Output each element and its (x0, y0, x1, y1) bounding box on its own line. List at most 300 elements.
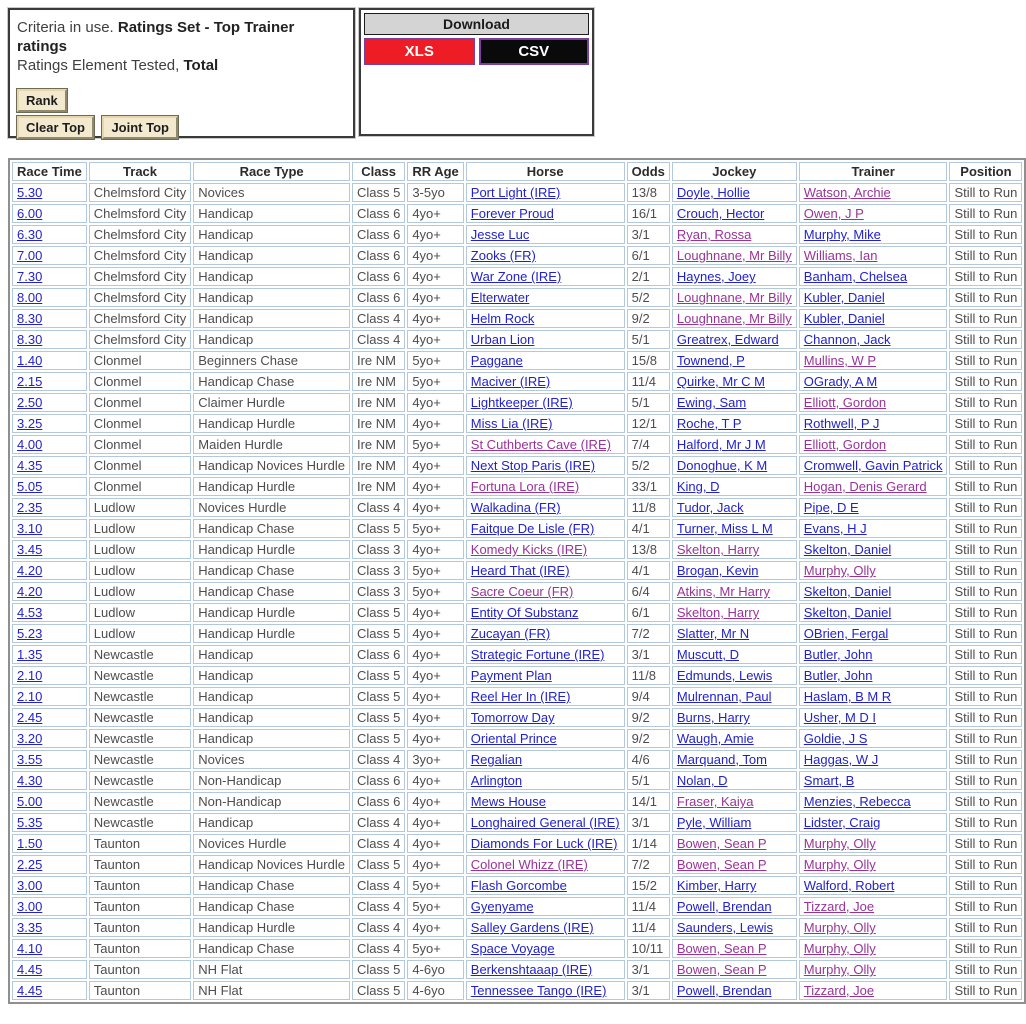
table-row (12, 456, 1022, 475)
table-row (12, 813, 1022, 832)
race-time-cell (12, 519, 87, 538)
track-cell: Chelmsford City (89, 183, 191, 202)
trainer-link[interactable]: Murphy, Olly (803, 920, 876, 935)
position-cell: Still to Run (949, 855, 1022, 874)
jockey-cell (672, 204, 797, 223)
position-cell: Still to Run (949, 498, 1022, 517)
race-type-cell: Handicap (193, 687, 350, 706)
horse-link[interactable]: Jesse Luc (470, 227, 530, 242)
trainer-link[interactable]: Cromwell, Gavin Patrick (803, 458, 943, 473)
horse-link[interactable]: Gyenyame (470, 899, 534, 914)
jockey-link[interactable]: Brogan, Kevin (676, 563, 759, 578)
horse-cell (466, 435, 625, 454)
race-time-cell (12, 351, 87, 370)
jockey-link[interactable]: Townend, P (676, 353, 745, 368)
jockey-link[interactable]: Loughnane, Mr Billy (676, 290, 792, 305)
jockey-link[interactable]: Mulrennan, Paul (676, 689, 772, 704)
trainer-cell (799, 246, 948, 265)
race-time-cell (12, 666, 87, 685)
horse-link[interactable]: Longhaired General (IRE) (470, 815, 620, 830)
horse-cell (466, 456, 625, 475)
position-cell: Still to Run (949, 687, 1022, 706)
race-time-link[interactable]: 2.45 (17, 710, 43, 725)
jockey-link[interactable]: King, D (676, 479, 720, 494)
table-row (12, 477, 1022, 496)
horse-cell (466, 477, 625, 496)
horse-link[interactable]: Salley Gardens (IRE) (470, 920, 594, 935)
position-cell: Still to Run (949, 897, 1022, 916)
race-time-link[interactable]: 5.23 (17, 626, 43, 641)
horse-link[interactable]: Paggane (470, 353, 523, 368)
trainer-cell (799, 288, 948, 307)
position-cell: Still to Run (949, 393, 1022, 412)
horse-cell (466, 603, 625, 622)
table-row (12, 582, 1022, 601)
jockey-link[interactable]: Nolan, D (676, 773, 728, 788)
horse-cell (466, 519, 625, 538)
race-time-link[interactable]: 5.05 (17, 479, 43, 494)
jockey-cell (672, 666, 797, 685)
trainer-link[interactable]: Walford, Robert (803, 878, 895, 893)
race-time-link[interactable]: 2.50 (17, 395, 43, 410)
track-cell: Taunton (89, 897, 191, 916)
jockey-link[interactable]: Bowen, Sean P (676, 857, 767, 872)
horse-link[interactable]: Urban Lion (470, 332, 535, 347)
joint-top-button[interactable]: Joint Top (102, 116, 178, 139)
trainer-link[interactable]: Murphy, Olly (803, 857, 876, 872)
race-time-cell (12, 435, 87, 454)
trainer-link[interactable]: Smart, B (803, 773, 855, 788)
download-buttons-row (364, 38, 589, 65)
jockey-cell (672, 960, 797, 979)
horse-link[interactable]: Walkadina (FR) (470, 500, 561, 515)
trainer-link[interactable]: Usher, M D I (803, 710, 877, 725)
race-time-link[interactable]: 7.00 (17, 248, 43, 263)
trainer-link[interactable]: Owen, J P (803, 206, 864, 221)
race-time-link[interactable]: 4.00 (17, 437, 43, 452)
trainer-link[interactable]: Channon, Jack (803, 332, 891, 347)
odds-cell: 9/2 (627, 708, 670, 727)
jockey-link[interactable]: Halford, Mr J M (676, 437, 766, 452)
jockey-link[interactable]: Slatter, Mr N (676, 626, 750, 641)
jockey-link[interactable]: Burns, Harry (676, 710, 750, 725)
trainer-cell (799, 813, 948, 832)
trainer-link[interactable]: OBrien, Fergal (803, 626, 889, 641)
race-time-link[interactable]: 3.35 (17, 920, 43, 935)
column-header-race-type: Race Type (193, 162, 350, 181)
horse-link[interactable]: Berkenshtaaap (IRE) (470, 962, 593, 977)
position-cell: Still to Run (949, 561, 1022, 580)
horse-link[interactable]: Colonel Whizz (IRE) (470, 857, 588, 872)
track-cell: Clonmel (89, 435, 191, 454)
trainer-link[interactable]: Kubler, Daniel (803, 311, 885, 326)
jockey-link[interactable]: Quirke, Mr C M (676, 374, 765, 389)
race-time-link[interactable]: 4.53 (17, 605, 43, 620)
race-time-link[interactable]: 5.30 (17, 185, 43, 200)
odds-cell: 7/2 (627, 855, 670, 874)
trainer-link[interactable]: Murphy, Olly (803, 962, 876, 977)
trainer-link[interactable]: Murphy, Olly (803, 941, 876, 956)
odds-cell: 13/8 (627, 540, 670, 559)
race-time-link[interactable]: 6.00 (17, 206, 43, 221)
position-cell: Still to Run (949, 582, 1022, 601)
horse-link[interactable]: Tennessee Tango (IRE) (470, 983, 607, 998)
race-time-link[interactable]: 3.00 (17, 899, 43, 914)
odds-cell: 6/1 (627, 246, 670, 265)
rr-age-cell: 4yo+ (407, 666, 463, 685)
trainer-link[interactable]: Butler, John (803, 668, 873, 683)
odds-cell: 7/4 (627, 435, 670, 454)
table-row (12, 750, 1022, 769)
horse-link[interactable]: Maciver (IRE) (470, 374, 551, 389)
odds-cell: 15/2 (627, 876, 670, 895)
horse-cell (466, 771, 625, 790)
jockey-cell (672, 288, 797, 307)
jockey-link[interactable]: Skelton, Harry (676, 542, 760, 557)
race-type-cell: Non-Handicap (193, 792, 350, 811)
class-cell: Ire NM (352, 456, 405, 475)
table-row (12, 624, 1022, 643)
horse-link[interactable]: Zucayan (FR) (470, 626, 551, 641)
race-type-cell: Handicap Hurdle (193, 477, 350, 496)
horse-cell (466, 393, 625, 412)
trainer-link[interactable]: Tizzard, Joe (803, 983, 875, 998)
track-cell: Ludlow (89, 582, 191, 601)
trainer-cell (799, 792, 948, 811)
trainer-cell (799, 960, 948, 979)
trainer-link[interactable]: Murphy, Olly (803, 563, 876, 578)
jockey-link[interactable]: Loughnane, Mr Billy (676, 311, 792, 326)
trainer-link[interactable]: Evans, H J (803, 521, 867, 536)
horse-link[interactable]: Elterwater (470, 290, 530, 305)
odds-cell: 6/1 (627, 603, 670, 622)
race-time-cell (12, 855, 87, 874)
rank-button[interactable]: Rank (17, 89, 67, 112)
race-time-link[interactable]: 3.55 (17, 752, 43, 767)
trainer-link[interactable]: Skelton, Daniel (803, 605, 892, 620)
trainer-link[interactable]: Tizzard, Joe (803, 899, 875, 914)
class-cell: Class 4 (352, 939, 405, 958)
trainer-link[interactable]: OGrady, A M (803, 374, 878, 389)
jockey-link[interactable]: Ewing, Sam (676, 395, 747, 410)
trainer-link[interactable]: Elliott, Gordon (803, 395, 887, 410)
horse-link[interactable]: Arlington (470, 773, 523, 788)
race-time-link[interactable]: 3.25 (17, 416, 43, 431)
jockey-link[interactable]: Waugh, Amie (676, 731, 754, 746)
horse-link[interactable]: Oriental Prince (470, 731, 557, 746)
rr-age-cell: 4yo+ (407, 624, 463, 643)
race-time-link[interactable]: 3.20 (17, 731, 43, 746)
horse-link[interactable]: Mews House (470, 794, 546, 809)
race-time-link[interactable]: 6.30 (17, 227, 43, 242)
track-cell: Newcastle (89, 666, 191, 685)
race-time-link[interactable]: 2.10 (17, 689, 43, 704)
race-time-link[interactable]: 4.30 (17, 773, 43, 788)
horse-cell (466, 351, 625, 370)
jockey-cell (672, 729, 797, 748)
trainer-link[interactable]: Haggas, W J (803, 752, 879, 767)
track-cell: Newcastle (89, 792, 191, 811)
table-row (12, 351, 1022, 370)
horse-link[interactable]: Port Light (IRE) (470, 185, 561, 200)
horse-link[interactable]: Strategic Fortune (IRE) (470, 647, 605, 662)
race-type-cell: Handicap (193, 267, 350, 286)
horse-cell (466, 414, 625, 433)
race-time-link[interactable]: 4.45 (17, 962, 43, 977)
table-row (12, 540, 1022, 559)
trainer-link[interactable]: Menzies, Rebecca (803, 794, 911, 809)
column-header-rr-age: RR Age (407, 162, 463, 181)
race-time-link[interactable]: 3.10 (17, 521, 43, 536)
trainer-link[interactable]: Murphy, Mike (803, 227, 881, 242)
race-type-cell: Novices (193, 183, 350, 202)
trainer-cell (799, 540, 948, 559)
trainer-link[interactable]: Lidster, Craig (803, 815, 881, 830)
horse-link[interactable]: Fortuna Lora (IRE) (470, 479, 580, 494)
rr-age-cell: 4yo+ (407, 246, 463, 265)
race-time-link[interactable]: 4.20 (17, 563, 43, 578)
track-cell: Clonmel (89, 372, 191, 391)
trainer-link[interactable]: Watson, Archie (803, 185, 891, 200)
horse-link[interactable]: Zooks (FR) (470, 248, 536, 263)
position-cell: Still to Run (949, 813, 1022, 832)
jockey-link[interactable]: Crouch, Hector (676, 206, 765, 221)
trainer-link[interactable]: Mullins, W P (803, 353, 877, 368)
odds-cell: 4/6 (627, 750, 670, 769)
trainer-link[interactable]: Elliott, Gordon (803, 437, 887, 452)
horse-link[interactable]: Space Voyage (470, 941, 555, 956)
horse-link[interactable]: Flash Gorcombe (470, 878, 567, 893)
trainer-link[interactable]: Skelton, Daniel (803, 542, 892, 557)
race-time-link[interactable]: 4.10 (17, 941, 43, 956)
race-time-link[interactable]: 8.00 (17, 290, 43, 305)
jockey-link[interactable]: Kimber, Harry (676, 878, 757, 893)
horse-cell (466, 666, 625, 685)
horse-link[interactable]: Reel Her In (IRE) (470, 689, 571, 704)
trainer-link[interactable]: Butler, John (803, 647, 873, 662)
horse-link[interactable]: War Zone (IRE) (470, 269, 562, 284)
trainer-link[interactable]: Hogan, Denis Gerard (803, 479, 927, 494)
trainer-cell (799, 582, 948, 601)
horse-link[interactable]: Miss Lia (IRE) (470, 416, 553, 431)
class-cell: Class 5 (352, 960, 405, 979)
jockey-link[interactable]: Atkins, Mr Harry (676, 584, 771, 599)
position-cell: Still to Run (949, 792, 1022, 811)
class-cell: Ire NM (352, 435, 405, 454)
horse-link[interactable]: Lightkeeper (IRE) (470, 395, 573, 410)
trainer-link[interactable]: Haslam, B M R (803, 689, 892, 704)
trainer-cell (799, 309, 948, 328)
horse-link[interactable]: Forever Proud (470, 206, 554, 221)
column-header-jockey: Jockey (672, 162, 797, 181)
race-time-link[interactable]: 8.30 (17, 332, 43, 347)
odds-cell: 4/1 (627, 561, 670, 580)
race-type-cell: Handicap Hurdle (193, 540, 350, 559)
race-time-link[interactable]: 2.25 (17, 857, 43, 872)
track-cell: Clonmel (89, 414, 191, 433)
jockey-link[interactable]: Roche, T P (676, 416, 742, 431)
jockey-link[interactable]: Edmunds, Lewis (676, 668, 773, 683)
jockey-link[interactable]: Bowen, Sean P (676, 941, 767, 956)
track-cell: Taunton (89, 834, 191, 853)
race-time-cell (12, 918, 87, 937)
xls-download-button[interactable]: XLS (364, 38, 475, 65)
race-type-cell: Handicap (193, 645, 350, 664)
race-time-link[interactable]: 8.30 (17, 311, 43, 326)
jockey-cell (672, 624, 797, 643)
horse-cell (466, 372, 625, 391)
race-time-link[interactable]: 5.35 (17, 815, 43, 830)
horse-cell (466, 792, 625, 811)
race-type-cell: Handicap (193, 204, 350, 223)
class-cell: Class 6 (352, 288, 405, 307)
race-type-cell: Handicap Hurdle (193, 624, 350, 643)
jockey-link[interactable]: Haynes, Joey (676, 269, 756, 284)
jockey-link[interactable]: Ryan, Rossa (676, 227, 752, 242)
jockey-link[interactable]: Doyle, Hollie (676, 185, 750, 200)
track-cell: Taunton (89, 876, 191, 895)
table-row (12, 729, 1022, 748)
horse-cell (466, 540, 625, 559)
horse-link[interactable]: Heard That (IRE) (470, 563, 570, 578)
race-time-cell (12, 876, 87, 895)
trainer-link[interactable]: Murphy, Olly (803, 836, 876, 851)
rr-age-cell: 4yo+ (407, 309, 463, 328)
race-time-link[interactable]: 1.50 (17, 836, 43, 851)
horse-link[interactable]: Helm Rock (470, 311, 535, 326)
odds-cell: 16/1 (627, 204, 670, 223)
track-cell: Chelmsford City (89, 288, 191, 307)
trainer-link[interactable]: Kubler, Daniel (803, 290, 885, 305)
horse-link[interactable]: Regalian (470, 752, 523, 767)
criteria-panel (8, 8, 355, 138)
position-cell: Still to Run (949, 624, 1022, 643)
jockey-link[interactable]: Donoghue, K M (676, 458, 768, 473)
horse-link[interactable]: Entity Of Substanz (470, 605, 579, 620)
track-cell: Clonmel (89, 456, 191, 475)
trainer-link[interactable]: Rothwell, P J (803, 416, 880, 431)
jockey-link[interactable]: Bowen, Sean P (676, 962, 767, 977)
clear-top-button[interactable]: Clear Top (17, 116, 94, 139)
horse-link[interactable]: Payment Plan (470, 668, 552, 683)
jockey-cell (672, 645, 797, 664)
jockey-link[interactable]: Tudor, Jack (676, 500, 744, 515)
jockey-cell (672, 435, 797, 454)
trainer-link[interactable]: Goldie, J S (803, 731, 868, 746)
position-cell: Still to Run (949, 456, 1022, 475)
trainer-cell (799, 519, 948, 538)
horse-link[interactable]: Tomorrow Day (470, 710, 555, 725)
horse-link[interactable]: Faitque De Lisle (FR) (470, 521, 595, 536)
top-panel (8, 8, 946, 138)
jockey-link[interactable]: Pyle, William (676, 815, 752, 830)
trainer-link[interactable]: Skelton, Daniel (803, 584, 892, 599)
jockey-cell (672, 372, 797, 391)
jockey-link[interactable]: Powell, Brendan (676, 899, 772, 914)
trainer-link[interactable]: Banham, Chelsea (803, 269, 908, 284)
race-time-link[interactable]: 5.00 (17, 794, 43, 809)
trainer-cell (799, 624, 948, 643)
race-time-link[interactable]: 2.15 (17, 374, 43, 389)
jockey-link[interactable]: Marquand, Tom (676, 752, 767, 767)
track-cell: Taunton (89, 918, 191, 937)
class-cell: Class 6 (352, 792, 405, 811)
jockey-link[interactable]: Bowen, Sean P (676, 836, 767, 851)
rr-age-cell: 5yo+ (407, 939, 463, 958)
horse-link[interactable]: Next Stop Paris (IRE) (470, 458, 596, 473)
jockey-link[interactable]: Skelton, Harry (676, 605, 760, 620)
jockey-link[interactable]: Turner, Miss L M (676, 521, 773, 536)
horse-link[interactable]: Diamonds For Luck (IRE) (470, 836, 618, 851)
trainer-cell (799, 435, 948, 454)
odds-cell: 2/1 (627, 267, 670, 286)
horse-link[interactable]: Komedy Kicks (IRE) (470, 542, 588, 557)
race-time-link[interactable]: 1.35 (17, 647, 43, 662)
race-type-cell: Handicap Hurdle (193, 414, 350, 433)
jockey-link[interactable]: Muscutt, D (676, 647, 739, 662)
jockey-cell (672, 687, 797, 706)
jockey-link[interactable]: Fraser, Kaiya (676, 794, 754, 809)
race-time-link[interactable]: 2.35 (17, 500, 43, 515)
jockey-link[interactable]: Loughnane, Mr Billy (676, 248, 792, 263)
odds-cell: 11/4 (627, 897, 670, 916)
trainer-cell (799, 351, 948, 370)
jockey-link[interactable]: Saunders, Lewis (676, 920, 773, 935)
horse-cell (466, 561, 625, 580)
race-time-link[interactable]: 3.00 (17, 878, 43, 893)
table-row (12, 561, 1022, 580)
odds-cell: 11/8 (627, 666, 670, 685)
position-cell: Still to Run (949, 435, 1022, 454)
race-type-cell: Handicap (193, 813, 350, 832)
race-time-link[interactable]: 4.45 (17, 983, 43, 998)
odds-cell: 11/4 (627, 372, 670, 391)
race-time-cell (12, 834, 87, 853)
race-time-cell (12, 960, 87, 979)
race-time-link[interactable]: 7.30 (17, 269, 43, 284)
race-time-link[interactable]: 3.45 (17, 542, 43, 557)
race-time-link[interactable]: 1.40 (17, 353, 43, 368)
class-cell: Class 5 (352, 183, 405, 202)
horse-link[interactable]: St Cuthberts Cave (IRE) (470, 437, 611, 452)
trainer-cell (799, 267, 948, 286)
odds-cell: 5/2 (627, 456, 670, 475)
race-time-link[interactable]: 4.20 (17, 584, 43, 599)
class-cell: Class 4 (352, 498, 405, 517)
class-cell: Class 6 (352, 267, 405, 286)
jockey-link[interactable]: Greatrex, Edward (676, 332, 779, 347)
csv-download-button[interactable]: CSV (479, 38, 590, 65)
race-time-cell (12, 771, 87, 790)
race-time-cell (12, 729, 87, 748)
rr-age-cell: 4-6yo (407, 960, 463, 979)
odds-cell: 14/1 (627, 792, 670, 811)
race-time-link[interactable]: 4.35 (17, 458, 43, 473)
odds-cell: 9/4 (627, 687, 670, 706)
trainer-link[interactable]: Williams, Ian (803, 248, 878, 263)
rr-age-cell: 4yo+ (407, 813, 463, 832)
column-header-trainer: Trainer (799, 162, 948, 181)
trainer-cell (799, 393, 948, 412)
rr-age-cell: 4yo+ (407, 540, 463, 559)
jockey-cell (672, 708, 797, 727)
race-time-link[interactable]: 2.10 (17, 668, 43, 683)
jockey-link[interactable]: Powell, Brendan (676, 983, 772, 998)
column-header-position: Position (949, 162, 1022, 181)
horse-link[interactable]: Sacre Coeur (FR) (470, 584, 574, 599)
trainer-link[interactable]: Pipe, D E (803, 500, 859, 515)
jockey-cell (672, 561, 797, 580)
